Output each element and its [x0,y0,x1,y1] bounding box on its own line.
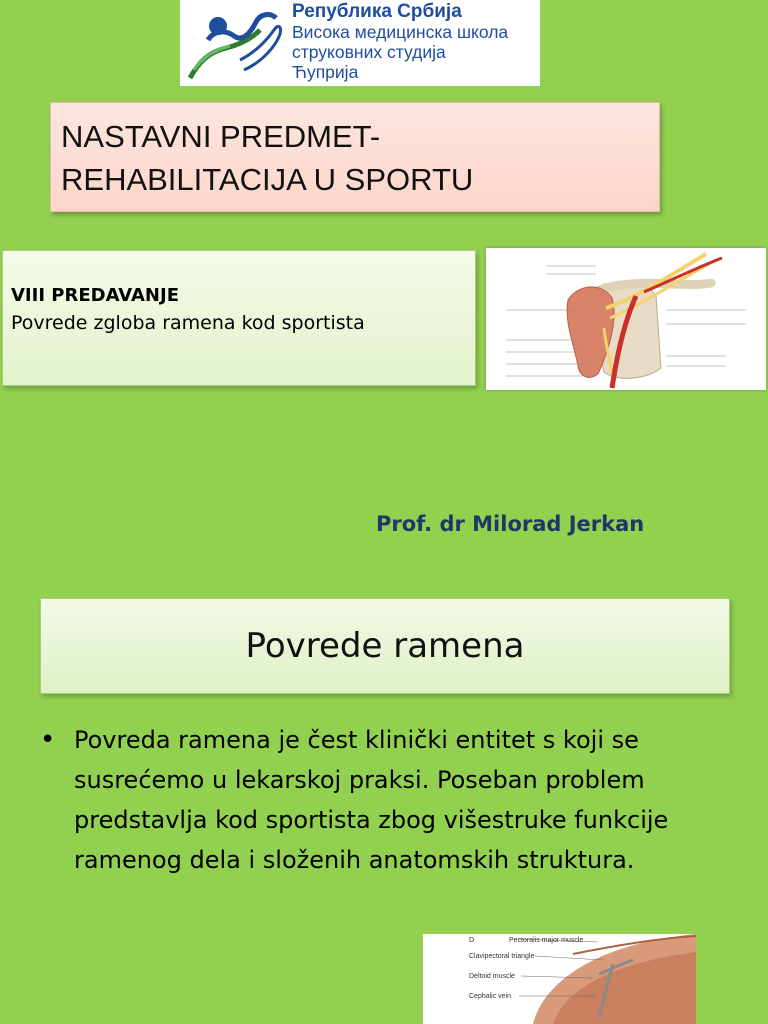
logo-line-2: Висока медицинска школа [292,22,509,42]
course-title-line-1: NASTAVNI PREDMET- [61,119,381,154]
section-title-box [40,598,730,694]
label-clavipectoral: Clavipectoral triangle [469,953,535,960]
shoulder-anatomy-image [486,248,766,390]
section-title: Povrede ramena [245,626,525,666]
label-deltoid: Deltoid muscle [469,973,515,980]
lecture-number: VIII PREDAVANJE [11,285,179,306]
shoulder-anatomy-illustration [486,248,766,390]
figure-panel-letter: D [469,937,475,944]
shoulder-muscles-illustration [423,934,696,1024]
author-name: Prof. dr Milorad Jerkan [376,512,645,536]
bullet-marker: • [40,725,56,755]
shoulder-muscles-image [423,934,696,1024]
hands-logo-icon [180,0,288,86]
course-title-line-2: REHABILITACIJA U SPORTU [61,162,474,197]
lecture-box [2,250,476,386]
logo-text [292,2,538,82]
label-pectoralis: Pectoralis major muscle [509,937,584,944]
label-cephalic: Cephalic vein [469,993,512,1000]
school-logo [180,0,540,86]
course-title-box [50,102,660,212]
logo-line-1: Република Србија [292,1,462,22]
bullet-text: Povreda ramena je čest klinički entitet s koji se susrećemo u lekarskoj praksi. Poseban problem predstavlja kod sportista zbog višestruke funkcije ramenog dela i složenih anatomskih struktura. [74,726,669,874]
logo-line-3: струковних студија [292,42,446,62]
lecture-subtitle: Povrede zgloba ramena kod sportista [11,312,365,334]
logo-line-4: Ћуприја [292,62,359,82]
